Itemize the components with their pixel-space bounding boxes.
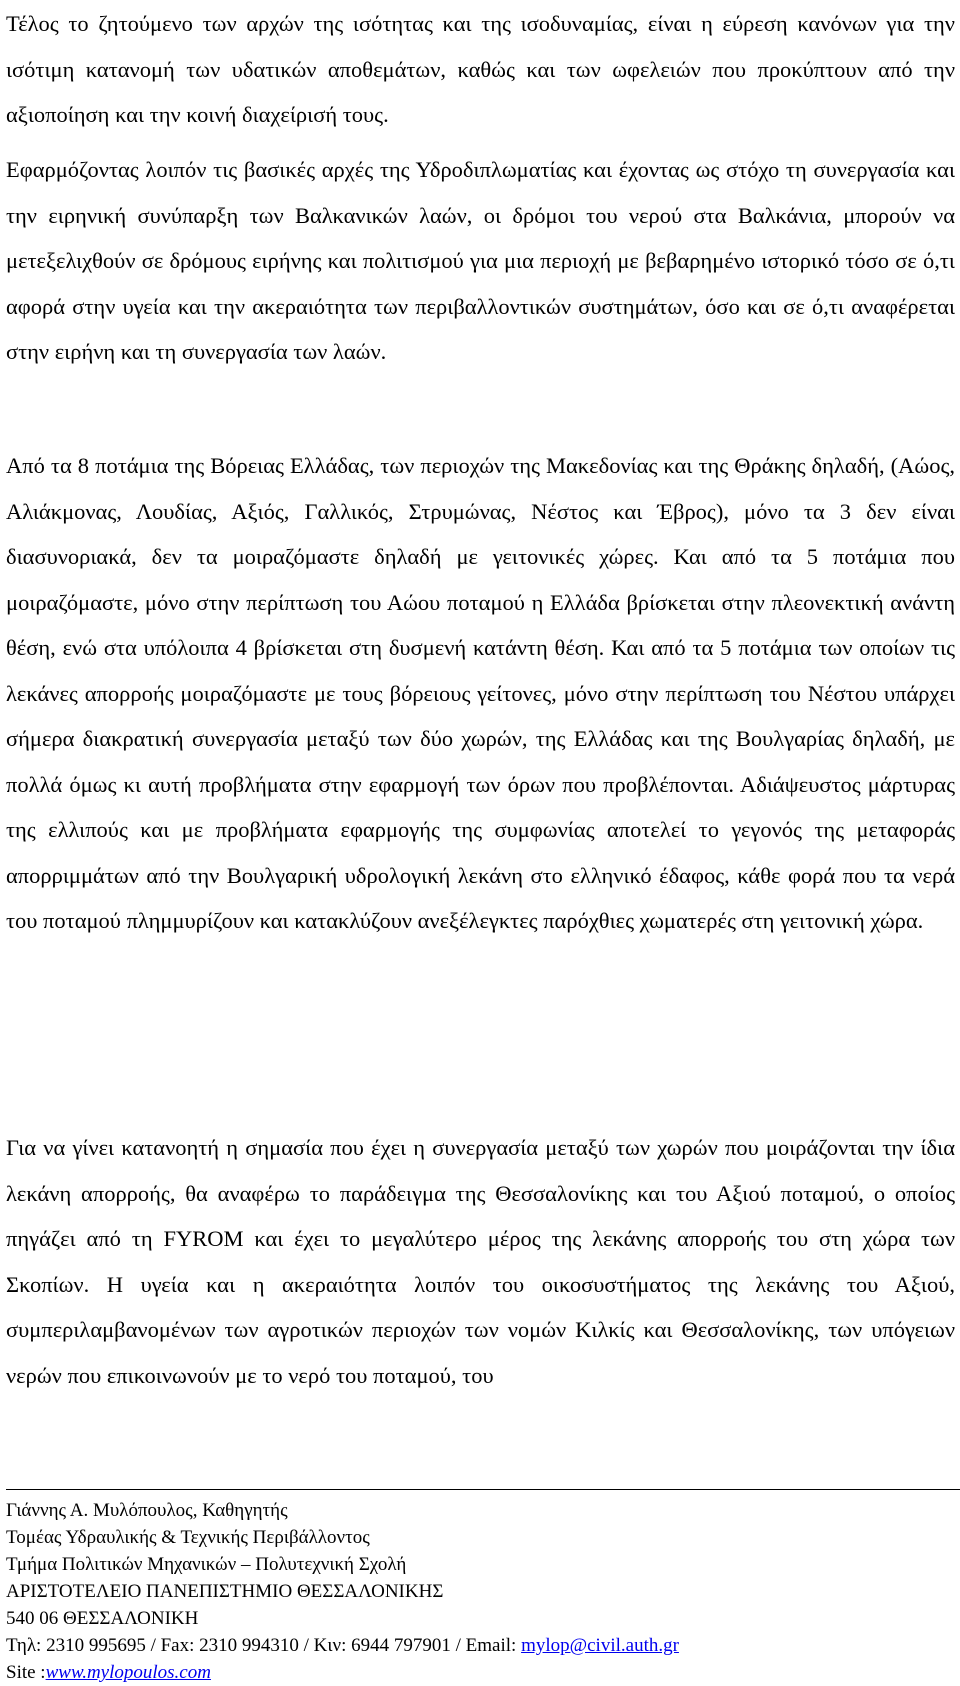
- footer-department: Τμήμα Πολιτικών Μηχανικών – Πολυτεχνική Σχολή: [6, 1554, 407, 1575]
- footer-contact-text: Τηλ: 2310 995695 / Fax: 2310 994310 / Κιν: 6944 797901 / Email:: [6, 1635, 522, 1656]
- paragraph-equality-principles: Τέλος το ζητούμενο των αρχών της ισότητας και της ισοδυναμίας, είναι η εύρεση κανόνων για την ισότιμη κατανομή των υδατικών αποθεμάτων, καθώς και των ωφελειών που προκύπτουν από την αξιοποίηση και την κοινή διαχείρισή τους.: [6, 11, 955, 127]
- paragraph-northern-rivers: Από τα 8 ποτάμια της Βόρειας Ελλάδας, των περιοχών της Μακεδονίας και της Θράκης δηλαδή, (Αώος, Αλιάκμονας, Λουδίας, Αξιός, Γαλλικός, Στρυμώνας, Νέστος και Έβρος), μόνο τα 3 δεν είναι διασυνοριακά, δεν τα μοιραζόμαστε δηλαδή με γειτονικές χώρες. Και από τα 5 ποτάμια που μοιραζόμαστε, μόνο στην περίπτωση του Αώου ποταμού η Ελλάδα βρίσκεται στην πλεονεκτική ανάντη θέση, ενώ στα υπόλοιπα 4 βρίσκεται στη δυσμενή κατάντη θέση. Και από τα 5 ποτάμια των οποίων τις λεκάνες απορροής μοιραζόμαστε με τους βόρειους γείτονες, μόνο στην περίπτωση του Νέστου υπάρχει σήμερα διακρατική συνεργασία μεταξύ των δύο χωρών, της Ελλάδας και της Βουλγαρίας δηλαδή, με πολλά όμως κι αυτή προβλήματα στην εφαρμογή των όρων που προβλέπονται. Αδιάψευστος μάρτυρας της ελλιπούς και με προβλήματα εφαρμογής της συμφωνίας αποτελεί το γεγονός της μεταφοράς απορριμμάτων από την Βουλγαρική υδρολογική λεκάνη στο ελληνικό έδαφος, κάθε φορά που τα νερά του ποταμού πλημμυρίζουν και κατακλύζουν ανεξέλεγκτες παρόχθιες χωματερές στη γειτονική χώρα.: [6, 453, 955, 933]
- paragraph-axios-example: Για να γίνει κατανοητή η σημασία που έχει η συνεργασία μεταξύ των χωρών που μοιράζονται την ίδια λεκάνη απορροής, θα αναφέρω το παράδειγμα της Θεσσαλονίκης και του Αξιού ποταμού, ο οποίος πηγάζει από τη FYROM και έχει το μεγαλύτερο μέρος της λεκάνης απορροής του στη χώρα των Σκοπίων. Η υγεία και η ακεραιότητα λοιπόν του οικοσυστήματος της λεκάνης του Αξιού, συμπεριλαμβανομένων των αγροτικών περιοχών των νομών Κιλκίς και Θεσσαλονίκης, των υπόγειων νερών που επικοινωνούν με το νερό του ποταμού, του: [6, 1135, 955, 1388]
- footer-postal: 540 06 ΘΕΣΣΑΛΟΝΙΚΗ: [6, 1608, 199, 1629]
- footer-university: ΑΡΙΣΤΟΤΕΛΕΙΟ ΠΑΝΕΠΙΣΤΗΜΙΟ ΘΕΣΣΑΛΟΝΙΚΗΣ: [6, 1581, 444, 1602]
- footer-sector: Τομέας Υδραυλικής & Τεχνικής Περιβάλλοντος: [6, 1527, 370, 1548]
- footer-contact: [6, 1632, 960, 1659]
- page-footer: [6, 1489, 960, 1686]
- email-link[interactable]: mylop@civil.auth.gr: [521, 1635, 679, 1656]
- footer-site-label: Site :: [6, 1662, 46, 1683]
- footer-author: Γιάννης Α. Μυλόπουλος, Καθηγητής: [6, 1500, 288, 1521]
- paragraph-hydrodiplomacy: Εφαρμόζοντας λοιπόν τις βασικές αρχές της Υδροδιπλωματίας και έχοντας ως στόχο τη συνεργασία και την ειρηνική συνύπαρξη των Βαλκανικών λαών, οι δρόμοι του νερού στα Βαλκάνια, μπορούν να μετεξελιχθούν σε δρόμους ειρήνης και πολιτισμού για μια περιοχή με βεβαρημένο ιστορικό τόσο σε ό,τι αφορά στην υγεία και την ακεραιότητα των περιβαλλοντικών συστημάτων, όσο και σε ό,τι αναφέρεται στην ειρήνη και τη συνεργασία των λαών.: [6, 157, 955, 364]
- website-link[interactable]: www.mylopoulos.com: [45, 1662, 211, 1683]
